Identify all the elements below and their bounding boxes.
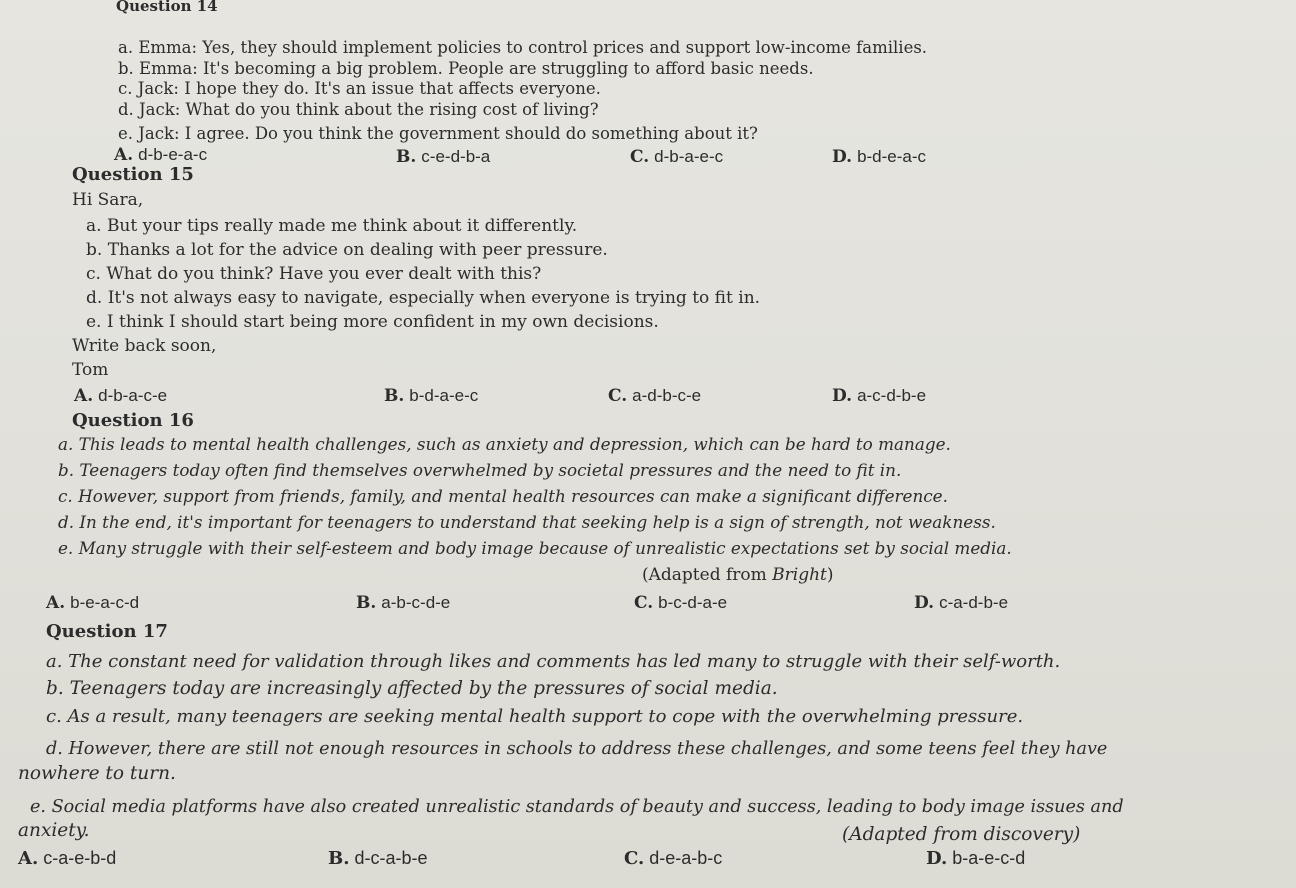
question-15-title: Question 15 bbox=[72, 164, 194, 185]
q14-option-a[interactable]: A. d-b-e-a-c bbox=[114, 145, 208, 165]
q15-option-d[interactable]: D. a-c-d-b-e bbox=[832, 386, 927, 406]
q16-option-d[interactable]: D. c-a-d-b-e bbox=[914, 593, 1009, 613]
q17-option-c[interactable]: C. d-e-a-b-c bbox=[624, 848, 723, 869]
q15-option-b[interactable]: B. b-d-a-e-c bbox=[384, 386, 479, 406]
q16-option-a[interactable]: A. b-e-a-c-d bbox=[46, 593, 140, 613]
q17-line-a: a. The constant need for validation through likes and comments has led many to struggle with their self-worth. bbox=[46, 651, 1061, 672]
q15-line-b: b. Thanks a lot for the advice on dealing with peer pressure. bbox=[86, 240, 608, 260]
q15-option-a[interactable]: A. d-b-a-c-e bbox=[74, 386, 168, 406]
q14-line-a: a. Emma: Yes, they should implement policies to control prices and support low-income families. bbox=[118, 38, 928, 57]
q16-source: (Adapted from Bright) bbox=[642, 565, 834, 585]
q15-closing: Write back soon, bbox=[72, 336, 217, 356]
q17-line-e: e. Social media platforms have also created unrealistic standards of beauty and success, leading to body image issues and bbox=[30, 797, 1124, 817]
q15-line-d: d. It's not always easy to navigate, especially when everyone is trying to fit in. bbox=[86, 288, 761, 308]
q14-option-d[interactable]: D. b-d-e-a-c bbox=[832, 147, 927, 167]
q17-line-d: d. However, there are still not enough resources in schools to address these challenges, and some teens feel they have bbox=[46, 739, 1108, 759]
q16-line-e: e. Many struggle with their self-esteem and body image because of unrealistic expectations set by social media. bbox=[58, 538, 1012, 558]
q16-line-c: c. However, support from friends, family, and mental health resources can make a significant difference. bbox=[58, 486, 948, 506]
q15-greeting: Hi Sara, bbox=[72, 190, 144, 210]
q14-option-c[interactable]: C. d-b-a-e-c bbox=[630, 147, 724, 167]
q16-line-b: b. Teenagers today often find themselves overwhelmed by societal pressures and the need to fit in. bbox=[58, 460, 902, 480]
q16-option-c[interactable]: C. b-c-d-a-e bbox=[634, 593, 728, 613]
question-14-title: Question 14 bbox=[116, 0, 218, 15]
question-17-title: Question 17 bbox=[46, 621, 168, 642]
q17-line-d-cont: nowhere to turn. bbox=[18, 763, 176, 784]
q17-line-c: c. As a result, many teenagers are seeking mental health support to cope with the overwhelming pressure. bbox=[46, 706, 1024, 727]
q15-signature: Tom bbox=[72, 360, 109, 380]
q16-line-a: a. This leads to mental health challenges, such as anxiety and depression, which can be hard to manage. bbox=[58, 434, 951, 454]
q17-option-d[interactable]: D. b-a-e-c-d bbox=[926, 848, 1026, 869]
q17-option-a[interactable]: A. c-a-e-b-d bbox=[18, 848, 117, 869]
q17-line-e-cont: anxiety. bbox=[18, 820, 90, 841]
q17-source: (Adapted from discovery) bbox=[842, 824, 1081, 845]
q15-line-c: c. What do you think? Have you ever dealt with this? bbox=[86, 264, 542, 284]
q14-line-d: d. Jack: What do you think about the rising cost of living? bbox=[118, 100, 599, 119]
q17-line-b: b. Teenagers today are increasingly affected by the pressures of social media. bbox=[46, 678, 778, 699]
q14-line-c: c. Jack: I hope they do. It's an issue that affects everyone. bbox=[118, 79, 601, 98]
q16-line-d: d. In the end, it's important for teenagers to understand that seeking help is a sign of strength, not weakness. bbox=[58, 512, 996, 532]
q14-option-b[interactable]: B. c-e-d-b-a bbox=[396, 147, 491, 167]
q14-line-b: b. Emma: It's becoming a big problem. People are struggling to afford basic needs. bbox=[118, 59, 814, 78]
q15-line-e: e. I think I should start being more confident in my own decisions. bbox=[86, 312, 659, 332]
q16-option-b[interactable]: B. a-b-c-d-e bbox=[356, 593, 451, 613]
question-16-title: Question 16 bbox=[72, 410, 194, 431]
q14-line-e: e. Jack: I agree. Do you think the government should do something about it? bbox=[118, 124, 758, 143]
q17-option-b[interactable]: B. d-c-a-b-e bbox=[328, 848, 428, 869]
q15-option-c[interactable]: C. a-d-b-c-e bbox=[608, 386, 702, 406]
q15-line-a: a. But your tips really made me think about it differently. bbox=[86, 216, 578, 236]
